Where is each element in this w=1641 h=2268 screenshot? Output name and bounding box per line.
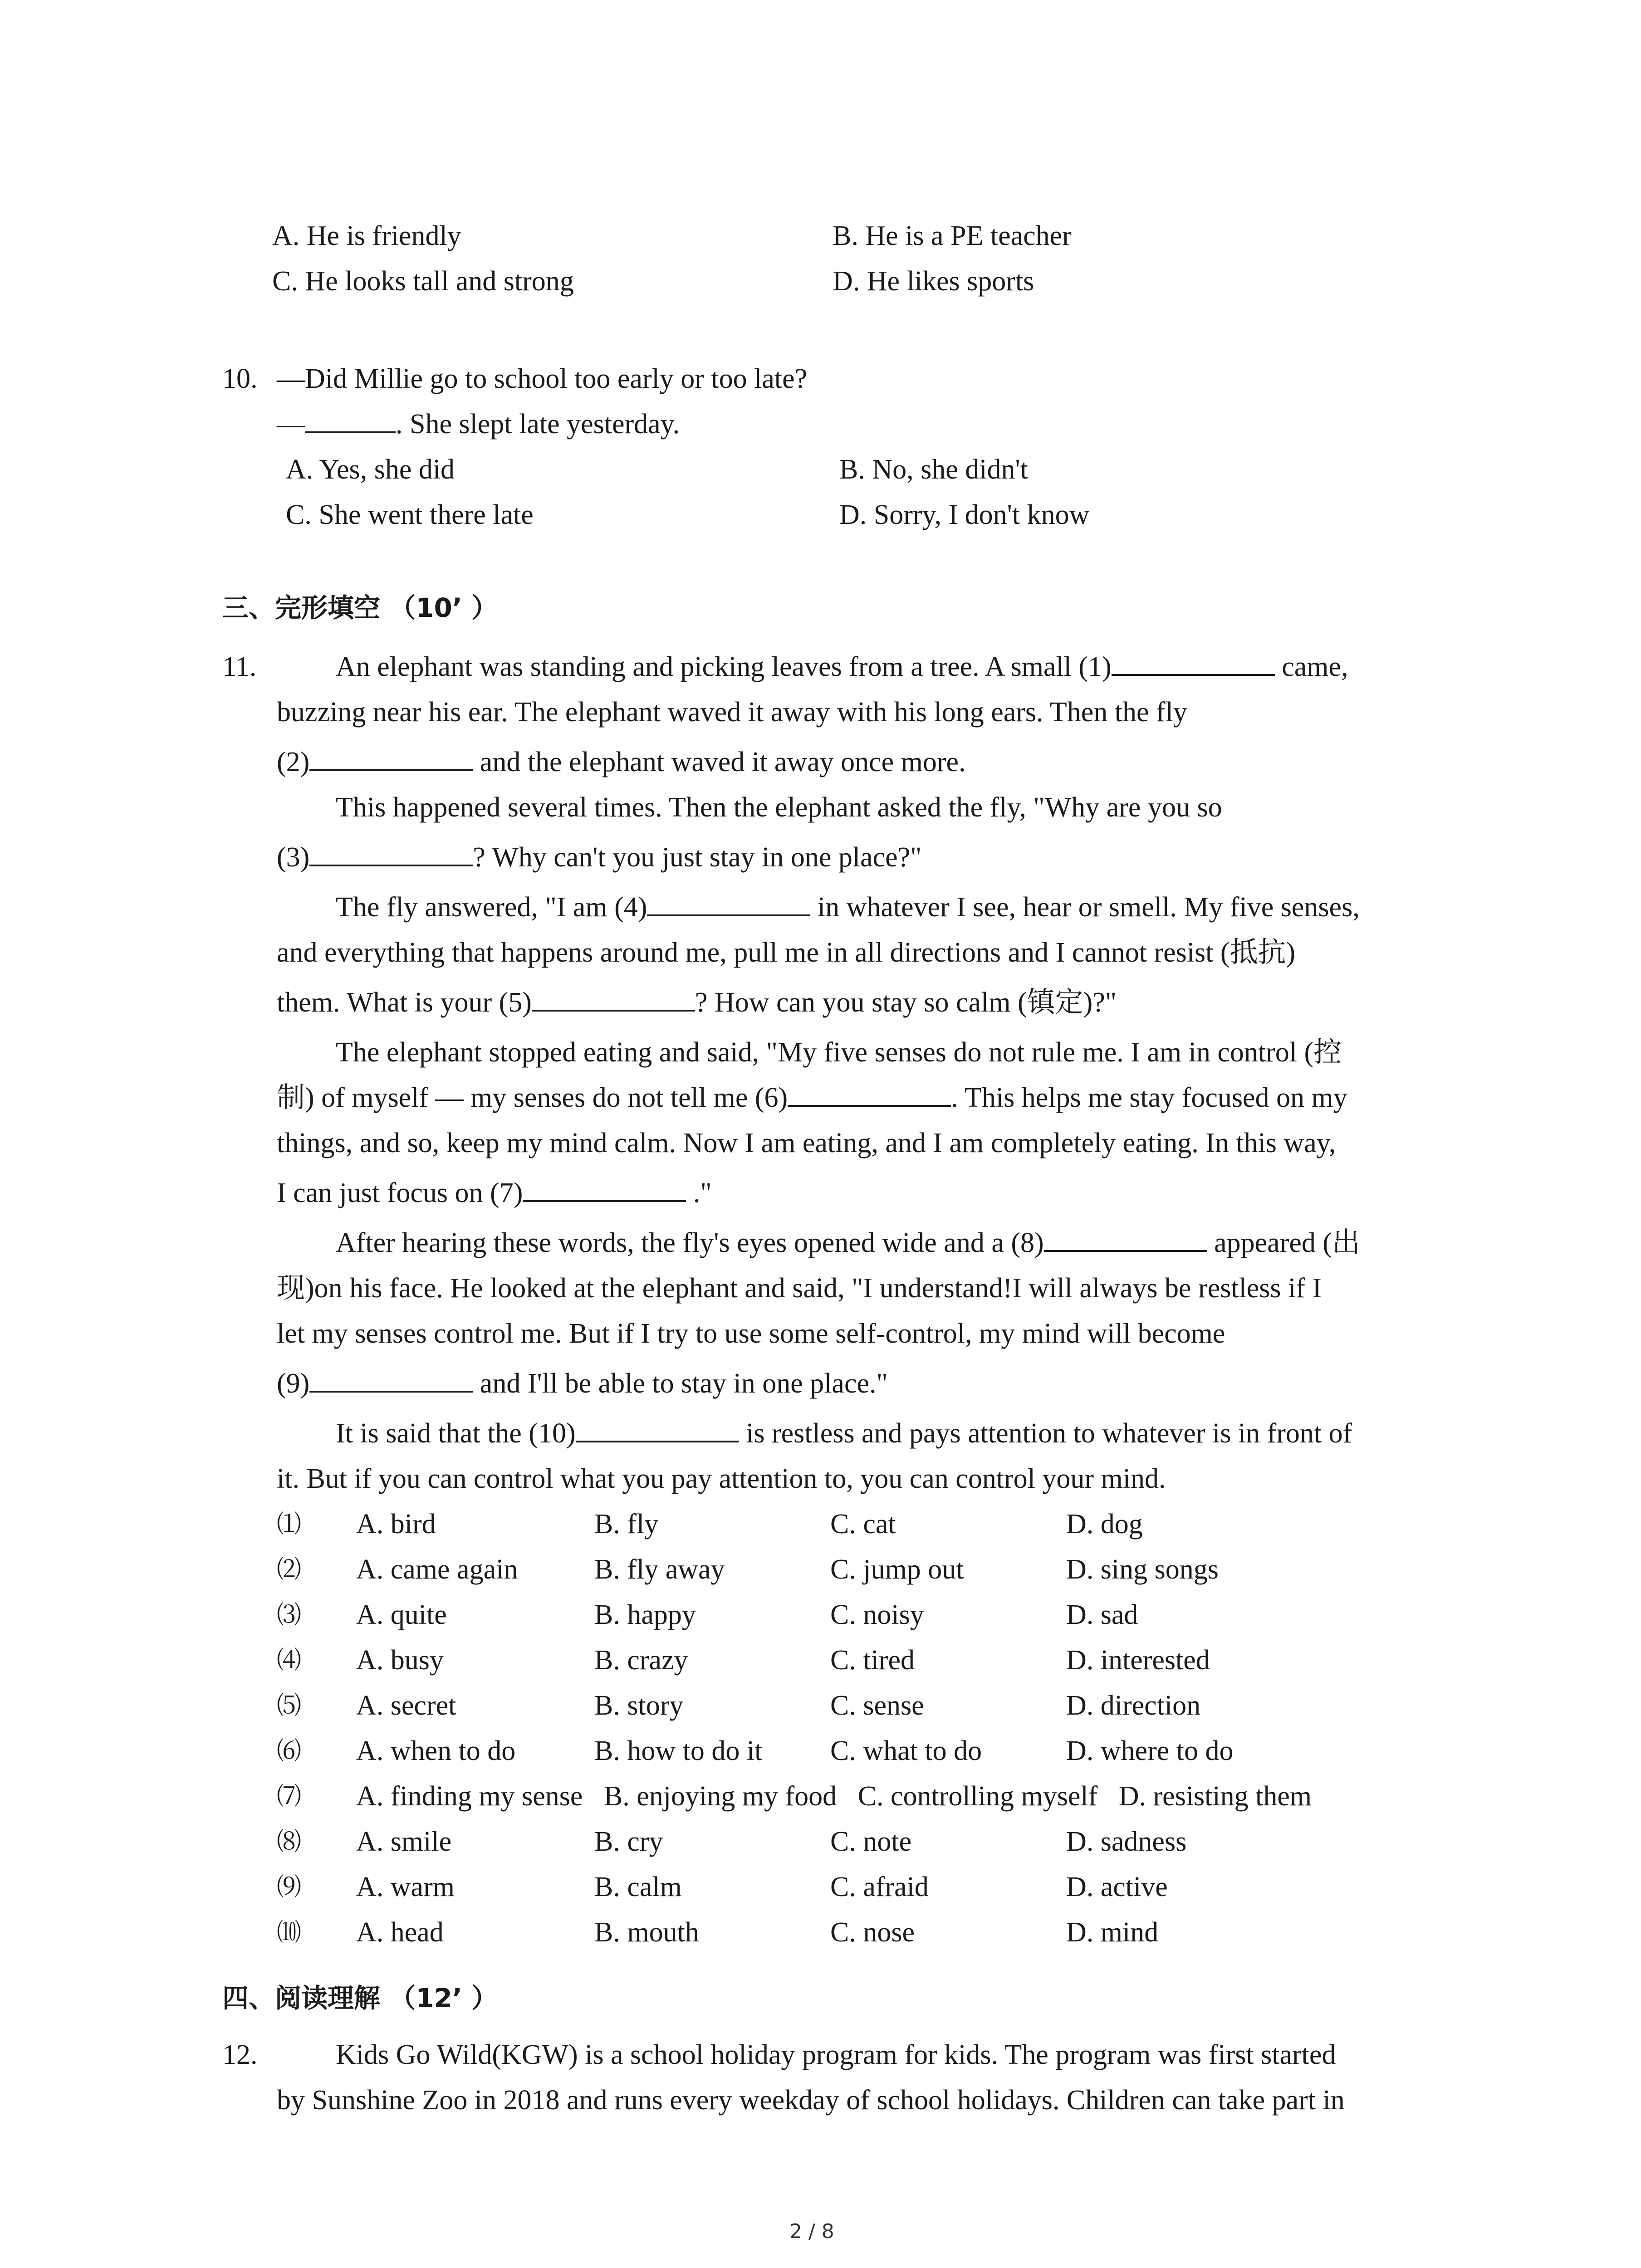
option-number: ⑸ xyxy=(277,1691,301,1720)
q9-option-a: A. He is friendly xyxy=(272,220,461,251)
q9-option-c: C. He looks tall and strong xyxy=(272,266,574,297)
option-b[interactable]: B. how to do it xyxy=(594,1735,763,1766)
answer-blank-5[interactable] xyxy=(532,982,695,1012)
option-d[interactable]: D. direction xyxy=(1066,1690,1201,1721)
option-a[interactable]: A. came again xyxy=(356,1554,518,1585)
option-b[interactable]: B. fly xyxy=(594,1509,659,1540)
passage-line: it. But if you can control what you pay attention to, you can control your mind. xyxy=(277,1463,1166,1494)
passage-line: The elephant stopped eating and said, "My five senses do not rule me. I am in control (控 xyxy=(336,1037,1342,1068)
option-c[interactable]: C. nose xyxy=(830,1917,915,1948)
passage-line: them. What is your (5) ? How can you stay so calm (镇定)?" xyxy=(277,980,1117,1025)
q10-option-d: D. Sorry, I don't know xyxy=(839,499,1090,530)
option-b[interactable]: B. fly away xyxy=(594,1554,725,1585)
option-a[interactable]: A. warm xyxy=(356,1872,455,1902)
option-a[interactable]: A. when to do xyxy=(356,1735,516,1766)
option-number: ⑼ xyxy=(277,1872,301,1901)
q11-number: 11. xyxy=(222,651,257,682)
passage-line: (2) and the elephant waved it away once more. xyxy=(277,739,966,785)
passage-line: 现)on his face. He looked at the elephant and said, "I understand!I will always be restless if I xyxy=(277,1273,1322,1304)
option-d[interactable]: D. sing songs xyxy=(1066,1554,1219,1585)
answer-blank-9[interactable] xyxy=(309,1363,473,1393)
section-4-heading: 四、阅读理解 （12’ ） xyxy=(222,1983,498,2014)
passage-line: 制) of myself — my senses do not tell me (6) . This helps me stay focused on my xyxy=(277,1075,1347,1120)
option-number: ⑷ xyxy=(277,1646,301,1674)
option-number: ⑴ xyxy=(277,1510,301,1538)
option-b[interactable]: B. cry xyxy=(594,1826,663,1857)
option-number: ⑽ xyxy=(277,1918,301,1946)
answer-blank-7[interactable] xyxy=(523,1172,686,1202)
passage-line: After hearing these words, the fly's eyes opened wide and a (8) appeared (出 xyxy=(336,1220,1360,1266)
passage-line: An elephant was standing and picking leaves from a tree. A small (1) came, xyxy=(336,644,1348,689)
option-b[interactable]: B. happy xyxy=(594,1599,696,1630)
option-d[interactable]: D. sadness xyxy=(1066,1826,1187,1857)
option-d[interactable]: D. where to do xyxy=(1066,1735,1234,1766)
option-row-7[interactable]: A. finding my sense B. enjoying my food C. controlling myself D. resisting them xyxy=(356,1781,1312,1812)
option-b[interactable]: B. crazy xyxy=(594,1645,688,1676)
option-number: ⑻ xyxy=(277,1827,301,1856)
q10-option-a: A. Yes, she did xyxy=(286,454,455,485)
answer-blank-10[interactable] xyxy=(576,1413,739,1442)
answer-blank-3[interactable] xyxy=(309,836,473,866)
option-number: ⑺ xyxy=(277,1782,301,1810)
passage-line: buzzing near his ear. The elephant waved it away with his long ears. Then the fly xyxy=(277,697,1187,728)
q10-number: 10. xyxy=(222,363,258,394)
option-a[interactable]: A. smile xyxy=(356,1826,452,1857)
answer-blank-1[interactable] xyxy=(1112,646,1275,676)
passage-line: The fly answered, "I am (4) in whatever I see, hear or smell. My five senses, xyxy=(336,885,1360,930)
option-number: ⑹ xyxy=(277,1736,301,1765)
q10-answer-line xyxy=(277,401,680,447)
option-a[interactable]: A. quite xyxy=(356,1599,447,1630)
q12-number: 12. xyxy=(222,2039,258,2070)
passage-line: Kids Go Wild(KGW) is a school holiday program for kids. The program was first started xyxy=(336,2039,1336,2070)
q9-option-b: B. He is a PE teacher xyxy=(833,220,1072,251)
passage-line: This happened several times. Then the elephant asked the fly, "Why are you so xyxy=(336,792,1222,823)
option-d[interactable]: D. active xyxy=(1066,1872,1168,1902)
option-a[interactable]: A. bird xyxy=(356,1509,436,1540)
option-d[interactable]: D. dog xyxy=(1066,1509,1143,1540)
option-b[interactable]: B. story xyxy=(594,1690,684,1721)
answer-blank-2[interactable] xyxy=(309,741,473,771)
option-d[interactable]: D. interested xyxy=(1066,1645,1210,1676)
option-c[interactable]: C. cat xyxy=(830,1509,896,1540)
passage-line: It is said that the (10) is restless and pays attention to whatever is in front of xyxy=(336,1411,1352,1456)
option-c[interactable]: C. tired xyxy=(830,1645,915,1676)
passage-line: by Sunshine Zoo in 2018 and runs every weekday of school holidays. Children can take part in xyxy=(277,2085,1345,2116)
q9-option-d: D. He likes sports xyxy=(833,266,1034,297)
passage-line: (3) ? Why can't you just stay in one place?" xyxy=(277,835,921,880)
option-c[interactable]: C. afraid xyxy=(830,1872,929,1902)
answer-blank-6[interactable] xyxy=(788,1077,951,1107)
option-a[interactable]: A. secret xyxy=(356,1690,456,1721)
passage-line: let my senses control me. But if I try to use some self-control, my mind will become xyxy=(277,1318,1225,1349)
q10-answer-prefix: — xyxy=(277,409,305,440)
option-c[interactable]: C. sense xyxy=(830,1690,924,1721)
option-c[interactable]: C. what to do xyxy=(830,1735,982,1766)
option-b[interactable]: B. calm xyxy=(594,1872,682,1902)
option-a[interactable]: A. busy xyxy=(356,1645,444,1676)
option-c[interactable]: C. note xyxy=(830,1826,912,1857)
option-number: ⑵ xyxy=(277,1555,301,1584)
answer-blank[interactable] xyxy=(305,403,396,433)
page-number: 2 / 8 xyxy=(789,2220,834,2243)
passage-line: and everything that happens around me, pull me in all directions and I cannot resist (抵抗) xyxy=(277,937,1296,968)
answer-blank-4[interactable] xyxy=(647,886,810,916)
section-3-heading: 三、完形填空 （10’ ） xyxy=(222,592,498,623)
option-d[interactable]: D. sad xyxy=(1066,1599,1138,1630)
q10-question: —Did Millie go to school too early or too late? xyxy=(277,363,808,394)
option-c[interactable]: C. jump out xyxy=(830,1554,964,1585)
option-b[interactable]: B. mouth xyxy=(594,1917,699,1948)
q10-answer-suffix: . She slept late yesterday. xyxy=(396,409,680,440)
answer-blank-8[interactable] xyxy=(1044,1222,1207,1252)
passage-line: things, and so, keep my mind calm. Now I am eating, and I am completely eating. In this way, xyxy=(277,1128,1336,1158)
option-number: ⑶ xyxy=(277,1600,301,1629)
q10-option-b: B. No, she didn't xyxy=(839,454,1028,485)
passage-line: (9) and I'll be able to stay in one place." xyxy=(277,1361,888,1406)
q10-option-c: C. She went there late xyxy=(286,499,534,530)
option-c[interactable]: C. noisy xyxy=(830,1599,924,1630)
passage-line: I can just focus on (7) ." xyxy=(277,1170,712,1216)
option-d[interactable]: D. mind xyxy=(1066,1917,1159,1948)
option-a[interactable]: A. head xyxy=(356,1917,444,1948)
